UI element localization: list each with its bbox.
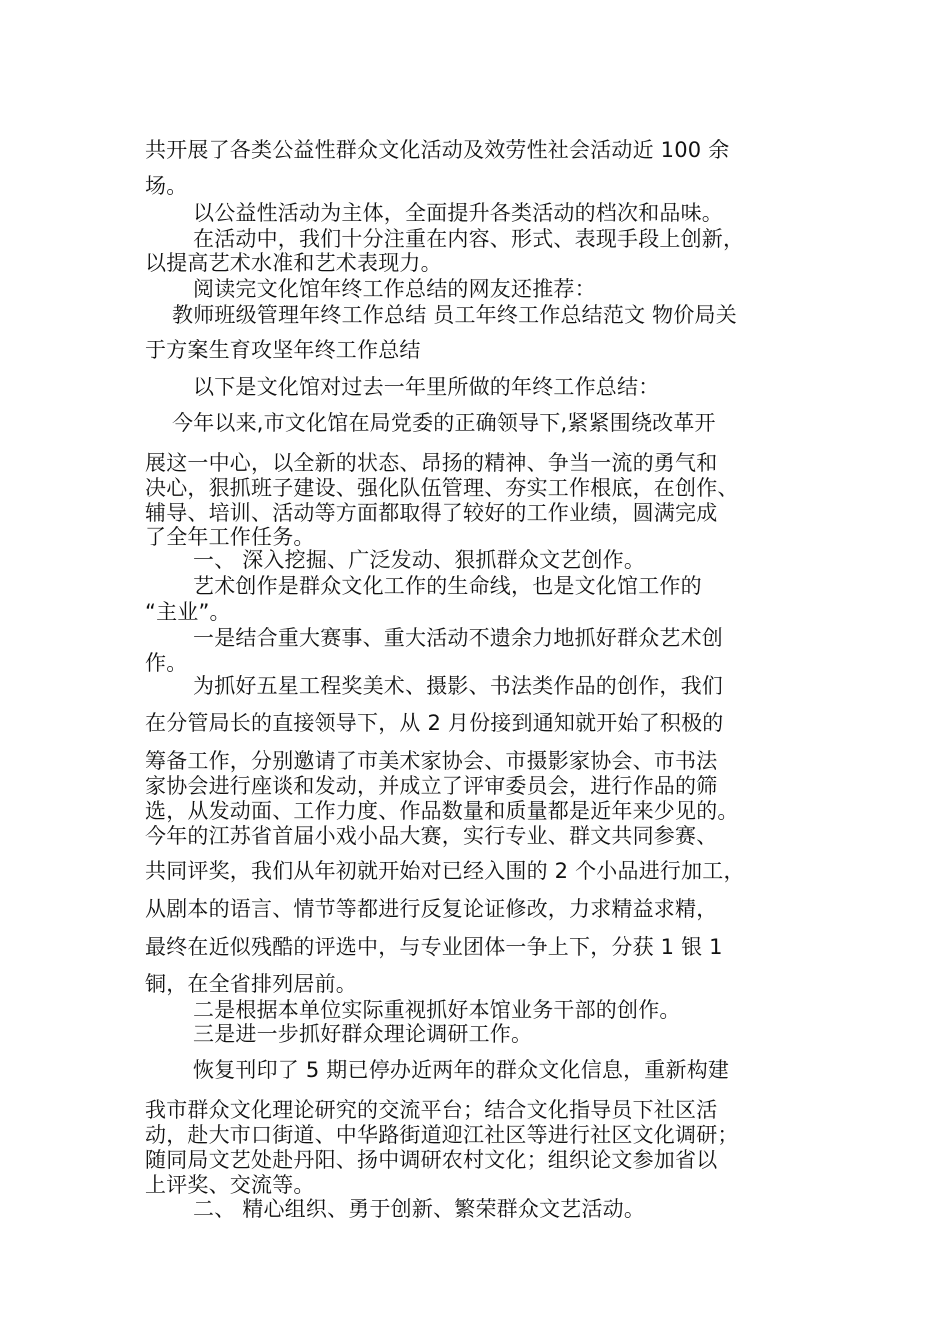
line-text: 阅读完文化馆年终工作总结的网友还推荐： [193,277,596,301]
line-text: 在分管局长的直接领导下，从 2 月份接到通知就开始了积极的 [145,711,724,735]
line-text: 作。 [145,651,188,675]
line-text: 我市群众文化理论研究的交流平台；结合文化指导员下社区活 [145,1098,718,1122]
line-text: 一、 深入挖掘、广泛发动、狠抓群众文艺创作。 [193,548,646,572]
line-text: 动，赴大市口街道、中华路街道迎江社区等进行社区文化调研； [145,1123,739,1147]
line-text: 以公益性活动为主体，全面提升各类活动的档次和品味。 [193,201,723,225]
line-text: 最终在近似残酷的评选中，与专业团体一争上下，分获 1 银 1 [145,935,723,959]
line-text: 教师班级管理年终工作总结 员工年终工作总结范文 物价局关 [172,303,737,327]
line-text: 辅导、培训、活动等方面都取得了较好的工作业绩，圆满完成 [145,501,718,525]
line-text: 今年的江苏省首届小戏小品大赛，实行专业、群文共同参赛、 [145,824,718,848]
line-text: 场。 [145,174,188,198]
line-text: 恢复刊印了 5 期已停办近两年的群众文化信息，重新构建 [193,1058,730,1082]
line-text: 上评奖、交流等。 [145,1173,315,1197]
line-text: “主业”。 [145,600,231,624]
line-text: 共同评奖，我们从年初就开始对已经入围的 2 个小品进行加工， [145,859,745,883]
line-text: 一是结合重大赛事、重大活动不遗余力地抓好群众艺术创 [193,626,723,650]
line-text: 以下是文化馆对过去一年里所做的年终工作总结： [193,375,660,399]
line-text: 二是根据本单位实际重视抓好本馆业务干部的创作。 [193,998,681,1022]
line-text: 在活动中，我们十分注重在内容、形式、表现手段上创新， [193,227,745,251]
line-text: 于方案生育攻坚年终工作总结 [145,338,421,362]
line-text: 为抓好五星工程奖美术、摄影、书法类作品的创作，我们 [193,674,723,698]
line-text: 今年以来,市文化馆在局党委的正确领导下,紧紧围绕改革开 [172,411,716,435]
line-text: 了全年工作任务。 [145,525,315,549]
line-text: 展这一中心，以全新的状态、昂扬的精神、争当一流的勇气和 [145,451,718,475]
line-text: 随同局文艺处赴丹阳、扬中调研农村文化；组织论文参加省以 [145,1148,718,1172]
line-text: 铜，在全省排列居前。 [145,972,357,996]
line-text: 以提高艺术水准和艺术表现力。 [145,251,442,275]
line-text: 二、 精心组织、勇于创新、繁荣群众文艺活动。 [193,1197,646,1221]
line-text: 三是进一步抓好群众理论调研工作。 [193,1022,533,1046]
line-text: 共开展了各类公益性群众文化活动及效劳性社会活动近 100 余 [145,138,730,162]
line-text: 从剧本的语言、情节等都进行反复论证修改，力求精益求精， [145,897,718,921]
line-text: 决心，狠抓班子建设、强化队伍管理、夯实工作根底，在创作、 [145,476,739,500]
line-text: 艺术创作是群众文化工作的生命线，也是文化馆工作的 [193,574,702,598]
line-text: 选，从发动面、工作力度、作品数量和质量都是近年来少见的。 [145,799,739,823]
line-text: 筹备工作，分别邀请了市美术家协会、市摄影家协会、市书法 [145,749,718,773]
line-text: 家协会进行座谈和发动，并成立了评审委员会，进行作品的筛 [145,774,718,798]
